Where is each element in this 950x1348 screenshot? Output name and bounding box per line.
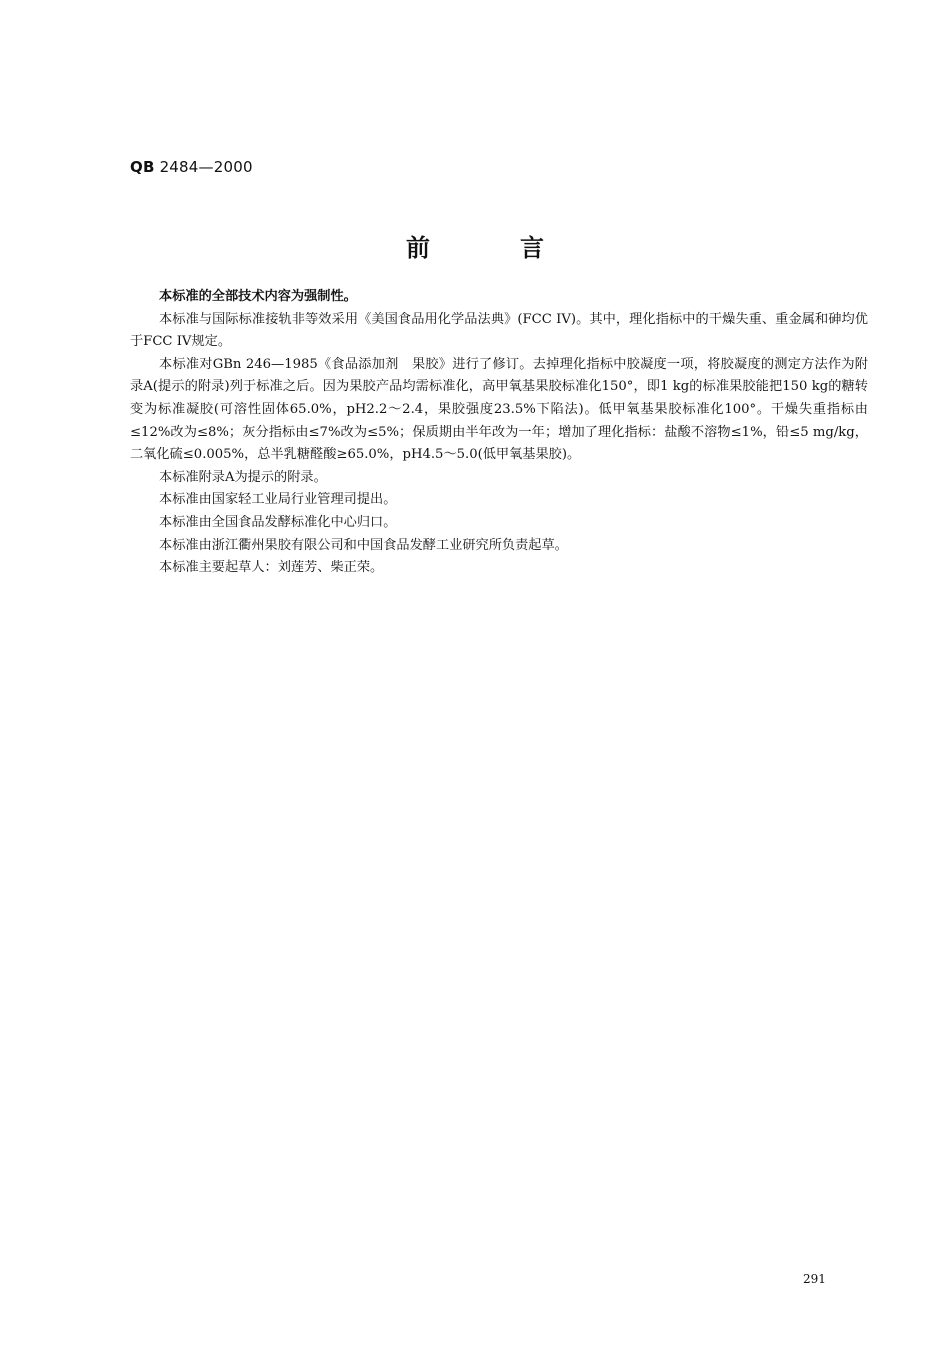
paragraph-centralized-by: 本标准由全国食品发酵标准化中心归口。 — [159, 514, 397, 530]
paragraph-revision-details: 本标准对GBn 246—1985《食品添加剂 果胶》进行了修订。去掉理化指标中胶凝度一项，将胶凝度的测定方法作为附录A(提示的附录)列于标准之后。因为果胶产品均需标准化，高甲氧基果胶标准化150°，即1 kg的标准果胶能把150 kg的糖转变为标准凝胶(可溶性固体65.0%，pH2.2～2.4，果胶强度23.5%下陷法)。低甲氧基果胶标准化100°。干燥失重指标由≤12%改为≤8%；灰分指标由≤7%改为≤5%；保质期由半年改为一年；增加了理化指标：盐酸不溶物≤1%，铅≤5 mg/kg，二氧化硫≤0.005%，总半乳糖醛酸≥65.0%，pH4.5～5.0(低甲氧基果胶)。 — [130, 356, 868, 463]
page-number: 291 — [803, 1272, 826, 1286]
document-header — [130, 158, 253, 176]
section-title: 前言 — [406, 234, 634, 262]
paragraph-mandatory-notice: 本标准的全部技术内容为强制性。 — [159, 289, 357, 304]
paragraph-appendix-note: 本标准附录A为提示的附录。 — [159, 469, 327, 485]
standard-number: 2484—2000 — [159, 158, 253, 176]
paragraph-main-drafters: 本标准主要起草人：刘莲芳、柴正荣。 — [159, 560, 384, 576]
standard-code: QB — [130, 158, 155, 176]
paragraph-proposed-by: 本标准由国家轻工业局行业管理司提出。 — [159, 492, 397, 508]
paragraph-international-alignment: 本标准与国际标准接轨非等效采用《美国食品用化学品法典》(FCC IV)。其中，理化指标中的干燥失重、重金属和砷均优于FCC IV规定。 — [130, 311, 868, 350]
paragraph-drafted-by: 本标准由浙江衢州果胶有限公司和中国食品发酵工业研究所负责起草。 — [159, 537, 568, 553]
foreword-body — [130, 286, 868, 580]
